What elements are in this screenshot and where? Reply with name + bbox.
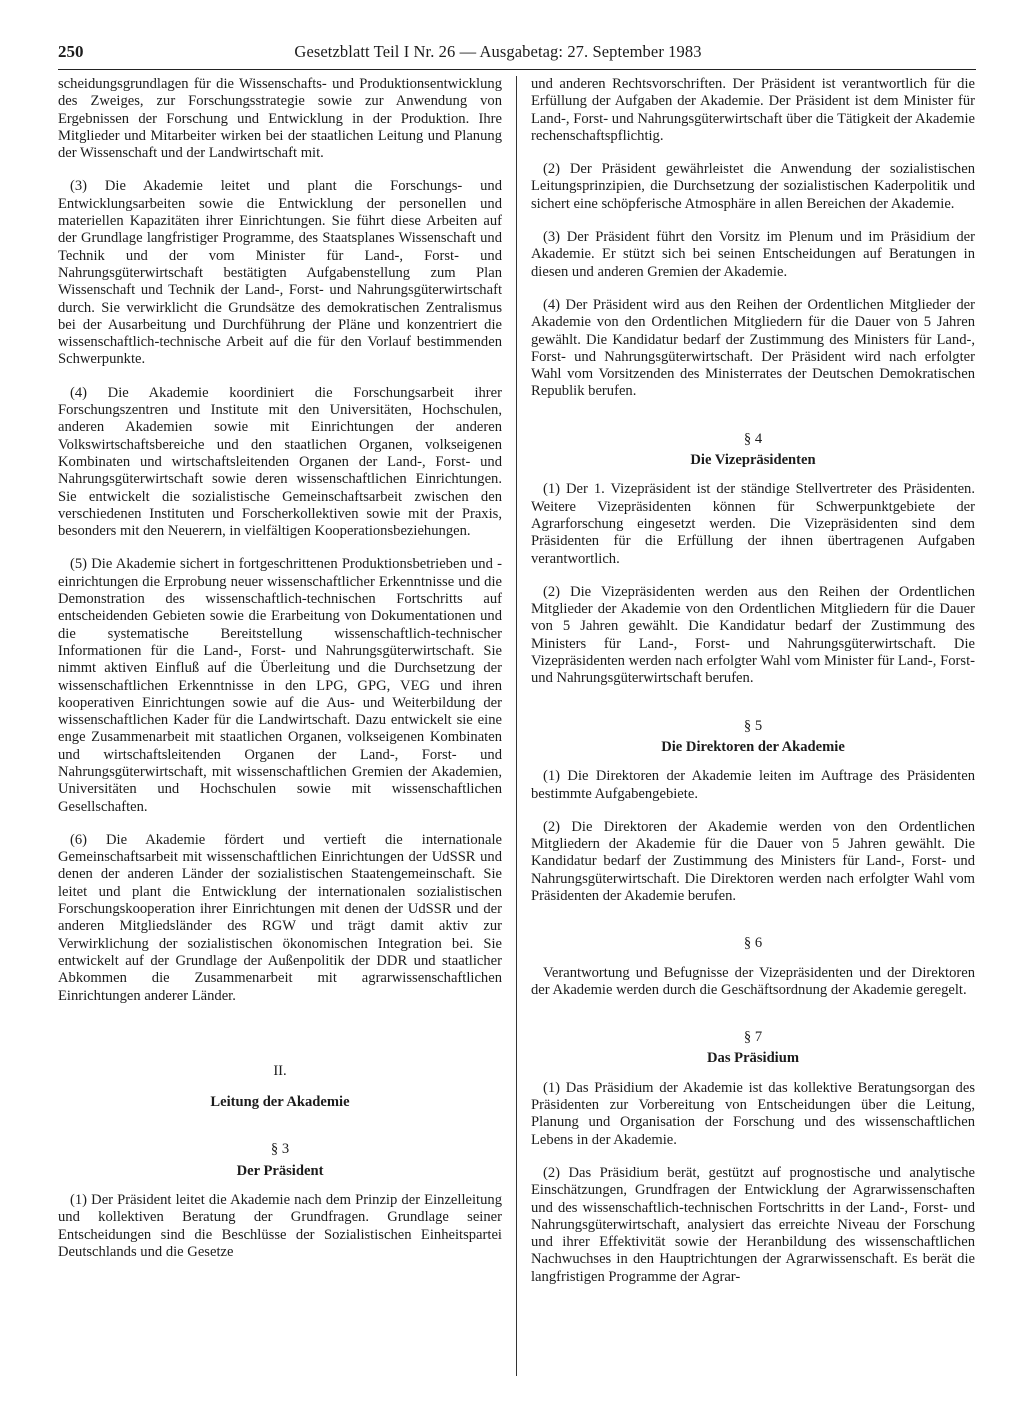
section-5-title: Die Direktoren der Akademie (661, 738, 845, 755)
section-7-number: § 7 (743, 1029, 763, 1046)
part-heading-block (58, 1063, 502, 1180)
section-4-heading (531, 431, 975, 470)
paragraph-7-1: (1) Das Präsidium der Akademie ist das kollektive Beratungsorgan des Präsidenten zur Vorbereitung von Entscheidungen über die Leitung, Planung und Organisation der Forschung und des wissenschaftlichen Lebens in der Akademie. (531, 1079, 975, 1148)
section-7-heading (531, 1029, 975, 1068)
paragraph-5-1: (1) Die Direktoren der Akademie leiten im Auftrage des Präsidenten bestimmte Aufgabengebiete. (531, 768, 975, 802)
section-3-title: Der Präsident (236, 1162, 324, 1179)
paragraph-3-4: (4) Der Präsident wird aus den Reihen der Ordentlichen Mitglieder der Akademie von den Ordentlichen Mitgliedern für die Dauer von 5 Jahren gewählt. Die Kandidatur bedarf der Zustimmung des Ministers für Land-, Forst- und Nahrungsgüterwirtschaft. Der Präsident wird nach erfolgter Wahl vom Vorsitzenden des Ministerrates der Deutschen Demokratischen Republik berufen. (531, 296, 975, 400)
text-columns (58, 76, 976, 1376)
paragraph-2-6: (6) Die Akademie fördert und vertieft die internationale Gemeinschaftsarbeit mit wissenschaftlichen Einrichtungen der UdSSR und denen der anderen Länder der sozialistischen Staatengemeinschaft. Sie leitet und plant die Entwicklung der internationalen sozialistischen Forschungskooperation ihrer Einrichtungen mit denen der UdSSR und der anderen Mitgliedsländer des RGW und trägt damit aktiv zur Verwirklichung der sozialistischen ökonomischen Integration bei. Sie entwickelt auf der Grundlage der Außenpolitik der DDR und staatlicher Abkommen die Zusammenarbeit mit agrarwissenschaftlichen Einrichtungen anderer Länder. (58, 831, 502, 1004)
section-6-number: § 6 (743, 935, 763, 952)
section-5-number: § 5 (743, 717, 763, 734)
section-3-number: § 3 (270, 1141, 290, 1158)
paragraph-3-1-continued: und anderen Rechtsvorschriften. Der Präsident ist verantwortlich für die Erfüllung der Aufgaben der Akademie. Der Präsident ist dem Minister für Land-, Forst- und Nahrungsgüterwirtschaft über die Tätigkeit der Akademie rechenschaftspflichtig. (531, 76, 975, 144)
header-title: Gesetzblatt Teil I Nr. 26 — Ausgabetag: 27. September 1983 (294, 42, 702, 61)
part-title: Leitung der Akademie (210, 1094, 350, 1111)
part-number: II. (273, 1062, 287, 1079)
paragraph-4-2: (2) Die Vizepräsidenten werden aus den Reihen der Ordentlichen Mitglieder der Akademie von den Ordentlichen Mitgliedern für die Dauer von 5 Jahren gewählt. Die Kandidatur bedarf der Zustimmung des Ministers für Land-, Forst- und Nahrungsgüterwirtschaft. Die Vizepräsidenten werden nach erfolgter Wahl vom Minister für Land-, Forst- und Nahrungsgüterwirtschaft berufen. (531, 583, 975, 687)
paragraph-3-3: (3) Der Präsident führt den Vorsitz im Plenum und im Präsidium der Akademie. Er stützt sich bei seinen Entscheidungen auf Beratungen in diesen und anderen Gremien der Akademie. (531, 229, 975, 280)
section-4-title: Die Vizepräsidenten (690, 452, 816, 469)
paragraph-2-4: (4) Die Akademie koordiniert die Forschungsarbeit ihrer Forschungszentren und Institute mit den Universitäten, Hochschulen, anderen Akademien sowie mit Einrichtungen der anderen Volkswirtschaftsbereiche und den staatlichen Organen, volkseigenen Kombinaten und wirtschaftsleitenden Organen der Land-, Forst- und Nahrungsgüterwirtschaft sowie deren wissenschaftlichen Einrichtungen. Sie entwickelt die sozialistische Gemeinschaftsarbeit zwischen den verschiedenen Instituten und Forscherkollektiven sowie mit der Praxis, besonders mit den Neuerern, in vielfältigen Kooperationsbeziehungen. (58, 384, 502, 540)
paragraph-3-2: (2) Der Präsident gewährleistet die Anwendung der sozialistischen Leitungsprinzipien, die Durchsetzung der sozialistischen Kaderpolitik und sichert eine schöpferische Atmosphäre in allen Bereichen der Akademie. (531, 161, 975, 212)
paragraph-3-1: (1) Der Präsident leitet die Akademie nach dem Prinzip der Einzelleitung und kollektiven Beratung der Grundfragen. Grundlage seiner Entscheidungen sind die Beschlüsse der Sozialistischen Einheitspartei Deutschlands und die Gesetze (58, 1192, 502, 1260)
page-header (58, 42, 976, 70)
paragraph-2-3: (3) Die Akademie leitet und plant die Forschungs- und Entwicklungsarbeiten sowie die Entwicklung der personellen und materiellen Kapazitäten ihrer Einrichtungen. Sie führt diese Arbeiten auf der Grundlage langfristiger Programme, des Staatsplanes Wissenschaft und Technik und der vom Minister für Land-, Forst- und Nahrungsgüterwirtschaft bestätigten Aufgabenstellung zum Plan Wissenschaft und Technik der Land-, Forst- und Nahrungsgüterwirtschaft durch. Sie verwirklicht die Grundsätze des demokratischen Zentralismus bei der Ausarbeitung und Durchführung der Pläne und konzentriert die wissenschaftlich-technische Arbeit auf die für den Vorlauf bestimmenden Schwerpunkte. (58, 178, 502, 368)
section-5-heading (531, 718, 975, 757)
left-column (58, 76, 516, 1376)
paragraph-7-2: (2) Das Präsidium berät, gestützt auf prognostische und analytische Einschätzungen, Grundfragen der Entwicklung der Agrarwissenschaften und des wissenschaftlich-technischen Fortschritts in der Land-, Forst- und Nahrungsgüterwirtschaft, analysiert das erreichte Niveau der Forschung und ihrer Effektivität sowie der Heranbildung des wissenschaftlichen Nachwuchses in den Hauptrichtungen der Agrarwissenschaft. Es berät die langfristigen Programme der Agrar- (531, 1164, 975, 1285)
section-7-title: Das Präsidium (706, 1050, 800, 1067)
section-6-heading (531, 935, 975, 952)
section-4-number: § 4 (743, 430, 763, 447)
page-number: 250 (58, 42, 84, 61)
paragraph-2-5: (5) Die Akademie sichert in fortgeschrittenen Produktionsbetrieben und -einrichtungen die Erprobung neuer wissenschaftlicher Erkenntnisse und die Demonstration des wissenschaftlich-technischen Fortschritts auf entscheidenden Gebieten sowie die Erarbeitung von Dokumentationen und die systematische Bereitstellung wissenschaftlich-technischer Informationen für die Land-, Forst- und Nahrungsgüterwirtschaft. Sie nimmt aktiven Einfluß auf die Überleitung und die Durchsetzung der wissenschaftlichen Erkenntnisse in den LPG, GPG, VEG und ihren kooperativen Einrichtungen sowie auf die Aus- und Weiterbildung der wissenschaftlichen Kader für die Landwirtschaft. Dazu entwickelt sie eine enge Zusammenarbeit mit staatlichen Organen, volkseigenen Kombinaten und wirtschaftsleitenden Organen der Land-, Forst- und Nahrungsgüterwirtschaft, mit wissenschaftlichen Gremien der Akademien, Universitäten und Hochschulen sowie mit wissenschaftlichen Gesellschaften. (58, 556, 502, 815)
paragraph-6: Verantwortung und Befugnisse der Vizepräsidenten und der Direktoren der Akademie werden durch die Geschäftsordnung der Akademie geregelt. (531, 964, 975, 998)
paragraph-5-2: (2) Die Direktoren der Akademie werden von den Ordentlichen Mitgliedern der Akademie für die Dauer von 5 Jahren gewählt. Die Kandidatur bedarf der Zustimmung des Ministers für Land-, Forst- und Nahrungsgüterwirtschaft. Die Direktoren werden nach erfolgter Wahl vom Präsidenten der Akademie berufen. (531, 818, 975, 904)
right-column (517, 76, 975, 1376)
paragraph-continued: scheidungsgrundlagen für die Wissenschafts- und Produktionsentwicklung des Zweiges, zur Forschungsstrategie sowie zur Anwendung von Ergebnissen der Forschung und Entwicklung in der Produktion. Ihre Mitglieder und Mitarbeiter wirken bei der staatlichen Leitung und Planung der Wissenschaft und der Landwirtschaft mit. (58, 76, 502, 162)
paragraph-4-1: (1) Der 1. Vizepräsident ist der ständige Stellvertreter des Präsidenten. Weitere Vizepräsidenten können für Schwerpunktgebiete der Agrarforschung eingesetzt werden. Die Vizepräsidenten sind dem Präsidenten für die Erfüllung der ihnen übertragenen Aufgaben verantwortlich. (531, 481, 975, 567)
